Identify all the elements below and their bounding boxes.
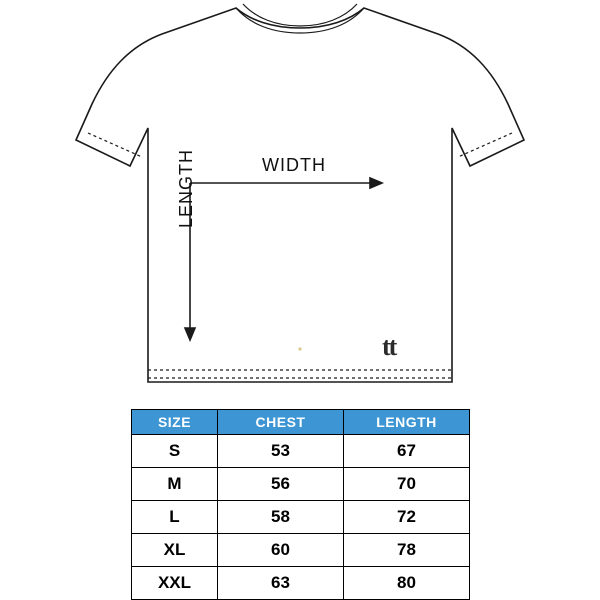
column-header-chest: CHEST [218, 410, 344, 435]
table-row [132, 534, 470, 567]
cell-size: XXL [132, 567, 218, 600]
cell-chest: 60 [218, 534, 344, 567]
cell-size: S [132, 435, 218, 468]
column-header-size: SIZE [132, 410, 218, 435]
column-header-length: LENGTH [344, 410, 470, 435]
cell-chest: 58 [218, 501, 344, 534]
cell-length: 70 [344, 468, 470, 501]
cell-chest: 63 [218, 567, 344, 600]
length-label: LENGTH [176, 148, 196, 228]
cell-size: XL [132, 534, 218, 567]
cell-size: M [132, 468, 218, 501]
table-row [132, 435, 470, 468]
brand-mark: tt [382, 332, 396, 361]
cell-length: 78 [344, 534, 470, 567]
table-row [132, 567, 470, 600]
cell-length: 72 [344, 501, 470, 534]
table-row [132, 468, 470, 501]
table-header-row [132, 410, 470, 435]
width-label: WIDTH [262, 155, 326, 175]
cell-length: 80 [344, 567, 470, 600]
cell-chest: 56 [218, 468, 344, 501]
table-row [132, 501, 470, 534]
cell-chest: 53 [218, 435, 344, 468]
cell-size: L [132, 501, 218, 534]
cell-length: 67 [344, 435, 470, 468]
size-table [131, 409, 470, 600]
